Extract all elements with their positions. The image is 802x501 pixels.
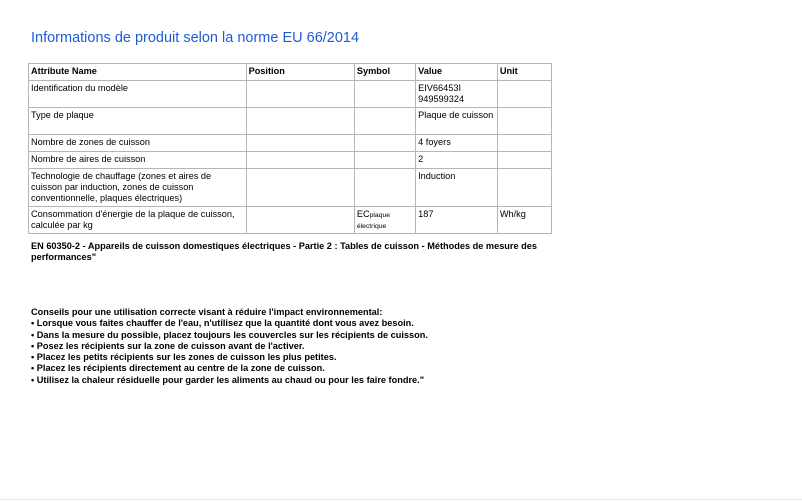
table-row bbox=[29, 169, 552, 207]
cell-attribute: Nombre de zones de cuisson bbox=[29, 135, 247, 152]
cell-value bbox=[416, 81, 498, 108]
advice-item: • Posez les récipients sur la zone de cuisson avant de l'activer. bbox=[31, 340, 305, 351]
product-number: 949599324 bbox=[418, 94, 465, 104]
table-row bbox=[29, 108, 552, 135]
advice-item: • Lorsque vous faites chauffer de l'eau, n'utilisez que la quantité dont vous avez besoin. bbox=[31, 318, 414, 329]
cell-position bbox=[246, 108, 354, 135]
cell-attribute: Nombre de aires de cuisson bbox=[29, 152, 247, 169]
table-header-row bbox=[29, 64, 552, 81]
standard-reference: EN 60350-2 - Appareils de cuisson domestiques électriques - Partie 2 : Tables de cuisson - Méthodes de mesure des performances" bbox=[31, 241, 537, 262]
model-number: EIV66453I bbox=[418, 83, 462, 93]
table-row bbox=[29, 81, 552, 108]
cell-symbol bbox=[354, 152, 415, 169]
cell-attribute: Consommation d'énergie de la plaque de cuisson, calculée par kg bbox=[29, 207, 247, 234]
table-row bbox=[29, 207, 552, 234]
cell-position bbox=[246, 152, 354, 169]
header-position: Position bbox=[246, 64, 354, 81]
cell-value: 2 bbox=[416, 152, 498, 169]
cell-position bbox=[246, 169, 354, 207]
header-attribute-name: Attribute Name bbox=[29, 64, 247, 81]
cell-symbol bbox=[354, 135, 415, 152]
page-bottom-divider bbox=[0, 499, 802, 500]
cell-position bbox=[246, 135, 354, 152]
symbol-ec: EC bbox=[356, 209, 370, 219]
header-symbol: Symbol bbox=[354, 64, 415, 81]
header-unit: Unit bbox=[497, 64, 551, 81]
cell-position bbox=[246, 81, 354, 108]
table-row bbox=[29, 152, 552, 169]
advice-item: • Dans la mesure du possible, placez toujours les couvercles sur les récipients de cuisson. bbox=[31, 329, 428, 340]
header-value: Value bbox=[416, 64, 498, 81]
product-info-table bbox=[28, 63, 552, 234]
advice-item: • Placez les récipients directement au centre de la zone de cuisson. bbox=[31, 363, 325, 374]
cell-symbol bbox=[354, 169, 415, 207]
cell-position bbox=[246, 207, 354, 234]
cell-unit bbox=[497, 152, 551, 169]
cell-attribute: Type de plaque bbox=[29, 108, 247, 135]
table-row bbox=[29, 135, 552, 152]
advice-item: • Utilisez la chaleur résiduelle pour garder les aliments au chaud ou pour les faire fondre." bbox=[31, 374, 425, 385]
cell-unit: Wh/kg bbox=[497, 207, 551, 234]
cell-value: Induction bbox=[416, 169, 498, 207]
cell-value: 4 foyers bbox=[416, 135, 498, 152]
cell-unit bbox=[497, 108, 551, 135]
cell-value: 187 bbox=[416, 207, 498, 234]
page-title: Informations de produit selon la norme EU 66/2014 bbox=[31, 30, 360, 46]
cell-symbol bbox=[354, 81, 415, 108]
cell-value: Plaque de cuisson bbox=[416, 108, 498, 135]
advice-heading: Conseils pour une utilisation correcte visant à réduire l'impact environnemental: bbox=[31, 307, 383, 317]
symbol-subscript-electrique: électrique bbox=[356, 223, 387, 230]
cell-attribute: Technologie de chauffage (zones et aires de cuisson par induction, zones de cuisson conventionnelle, plaques électriques) bbox=[29, 169, 247, 207]
cell-attribute: Identification du modèle bbox=[29, 81, 247, 108]
cell-symbol bbox=[354, 108, 415, 135]
cell-unit bbox=[497, 135, 551, 152]
cell-unit bbox=[497, 169, 551, 207]
environmental-advice bbox=[31, 307, 551, 386]
advice-item: • Placez les petits récipients sur les zones de cuisson les plus petites. bbox=[31, 352, 337, 363]
symbol-subscript-plaque: plaque bbox=[369, 212, 391, 219]
cell-symbol bbox=[354, 207, 415, 234]
cell-unit bbox=[497, 81, 551, 108]
